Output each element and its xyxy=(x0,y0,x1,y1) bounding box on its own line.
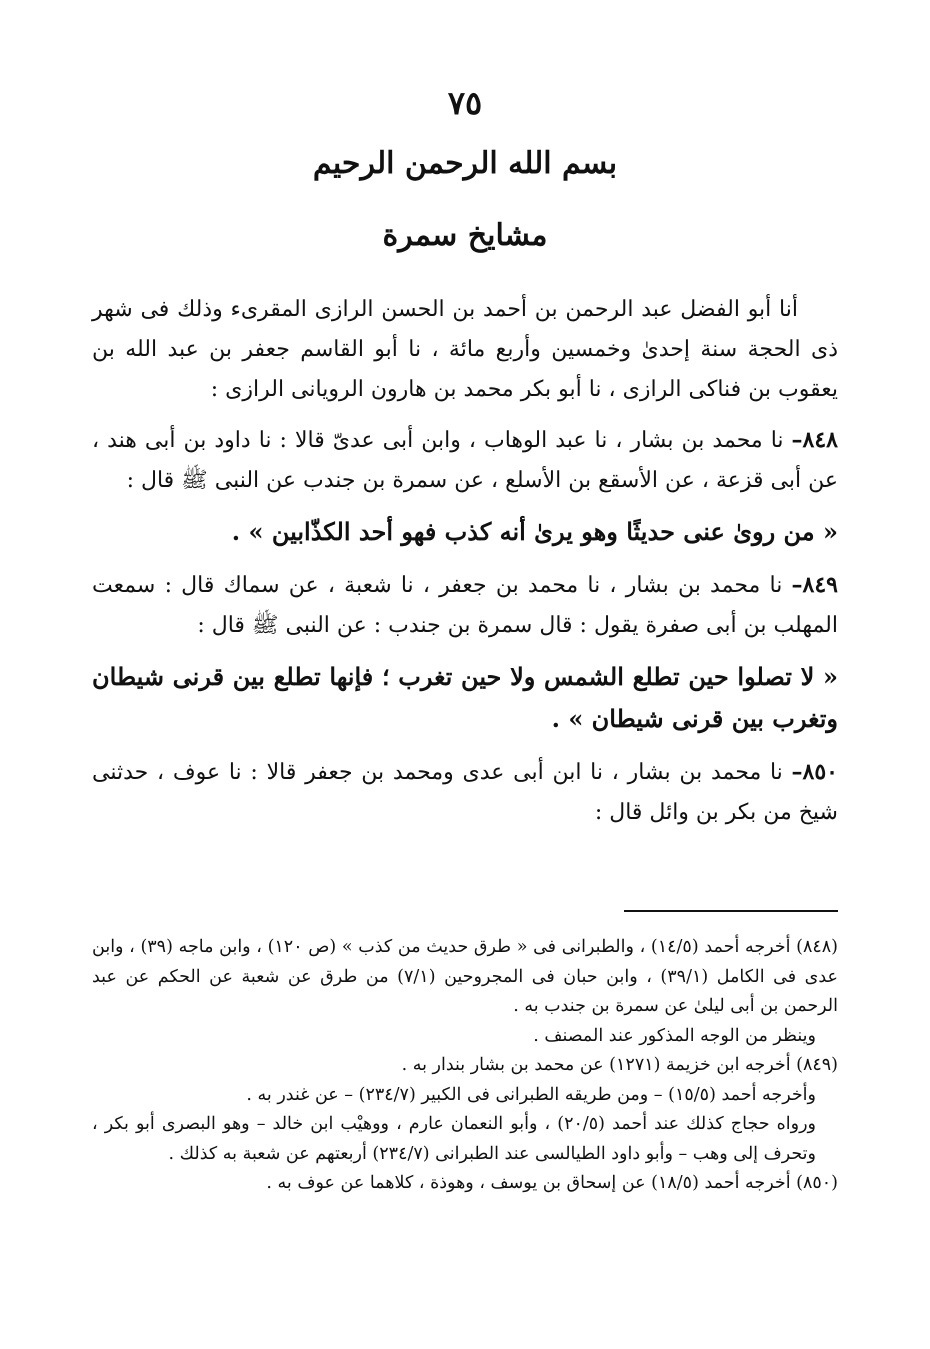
hadith-850-chain: نا محمد بن بشار ، نا ابن أبى عدى ومحمد بن جعفر قالا : نا عوف ، حدثنى شيخ من بكر بن وائل قال : xyxy=(92,760,838,825)
hadith-849-isnad xyxy=(92,565,838,646)
hadith-848-text: « من روىٰ عنى حديثًا وهو يرىٰ أنه كذب فهو أحد الكذّابين » . xyxy=(231,517,838,546)
footnote-849: (٨٤٩) أخرجه ابن خزيمة (١٢٧١) عن محمد بن بشار بندار به . xyxy=(401,1055,838,1075)
hadith-849-chain: نا محمد بن بشار ، نا محمد بن جعفر ، نا شعبة ، عن سماك قال : سمعت المهلب بن أبى صفرة يقول : قال سمرة بن جندب : عن النبى ﷺ قال : xyxy=(92,573,838,638)
footnote-848: (٨٤٨) أخرجه أحمد (١٤/٥) ، والطبرانى فى « طرق حديث من كذب » (ص ١٢٠) ، وابن ماجه (٣٩) ، وابن عدى فى الكامل (٣٩/١) ، وابن حبان فى المجروحين (٧/١) من طرق عن شعبة عن الحكم عن عبد الرحمن بن أبى ليلىٰ عن سمرة بن جندب به . xyxy=(92,937,838,1016)
chain-intro: أنا أبو الفضل عبد الرحمن بن أحمد بن الحسن الرازى المقرىء وذلك فى شهر ذى الحجة سنة إحدىٰ وخمسين وأربع مائة ، نا أبو القاسم جعفر بن عبد الله بن يعقوب بن فناكى الرازى ، نا أبو بكر محمد بن هارون الرويانى الرازى : xyxy=(92,297,838,402)
main-text xyxy=(92,290,838,843)
footnotes xyxy=(92,933,838,1199)
footnote-848-note: وينظر من الوجه المذكور عند المصنف . xyxy=(533,1025,816,1046)
footnote-850: (٨٥٠) أخرجه أحمد (١٨/٥) عن إسحاق بن يوسف ، وهوذة ، كلاهما عن عوف به . xyxy=(266,1173,838,1193)
footnote-849-ahmad: وأخرجه أحمد (١٥/٥) – ومن طريقه الطبرانى فى الكبير (٢٣٤/٧) – عن غندر به . xyxy=(246,1084,816,1105)
footnote-849-others: ورواه حجاج كذلك عند أحمد (٢٠/٥) ، وأبو النعمان عارم ، ووهيْب ابن خالد – وهو البصرى أبو بكر ، وتحرف إلى وهب – وأبو داود الطيالسى عند الطبرانى (٢٣٤/٧) أربعتهم عن شعبة به كذلك . xyxy=(92,1114,816,1164)
hadith-850-number: ٨٥٠– xyxy=(791,759,838,785)
hadith-849-number: ٨٤٩– xyxy=(791,572,838,598)
chapter-title: مشايخ سمرة xyxy=(382,218,548,253)
page-number: ٧٥ xyxy=(447,84,483,122)
hadith-850-isnad xyxy=(92,752,838,833)
hadith-848-chain: نا محمد بن بشار ، نا عبد الوهاب ، وابن أبى عدىّ قالا : نا داود بن أبى هند ، عن أبى قزعة ، عن الأسقع بن الأسلع ، عن سمرة بن جندب عن النبى ﷺ قال : xyxy=(92,428,838,493)
footnote-divider xyxy=(624,910,838,912)
basmala-heading: بسم الله الرحمن الرحيم xyxy=(312,146,618,181)
hadith-848-isnad xyxy=(92,420,838,501)
hadith-848-number: ٨٤٨– xyxy=(791,427,838,453)
hadith-849-text: « لا تصلوا حين تطلع الشمس ولا حين تغرب ؛ فإنها تطلع بين قرنى شيطان وتغرب بين قرنى شيطان » . xyxy=(92,662,838,733)
